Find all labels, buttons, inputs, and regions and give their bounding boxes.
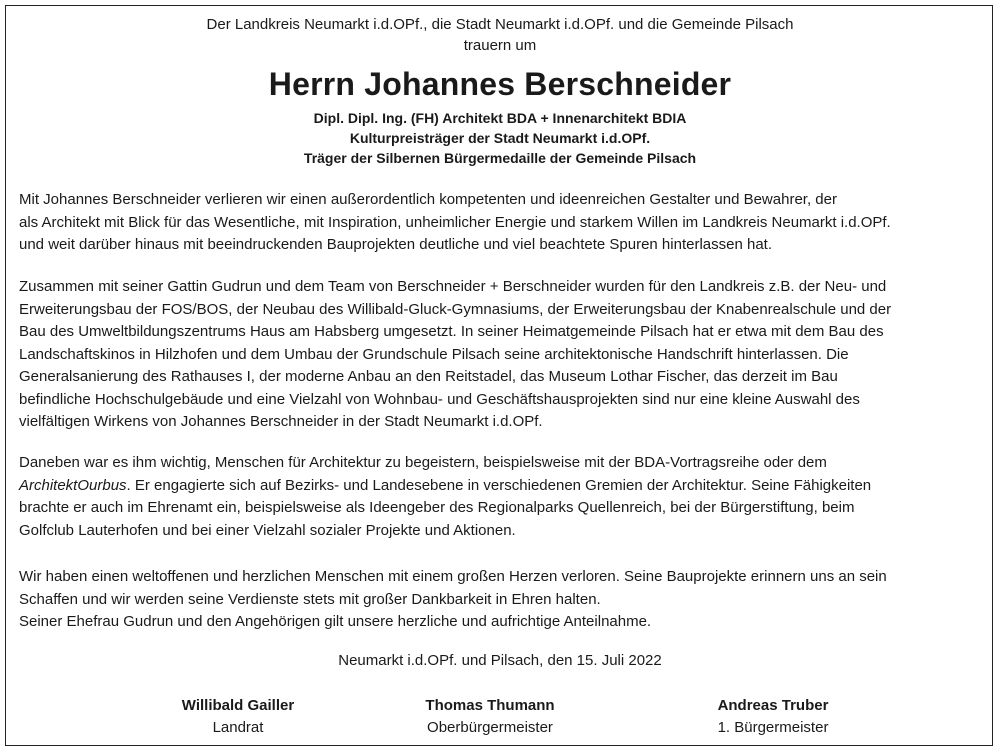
intro-mourn-line: trauern um: [463, 37, 537, 54]
text-line: als Architekt mit Blick für das Wesentliche, mit Inspiration, unheimlicher Energie und starkem Willen im Landkreis Neumarkt i.d.OPf.: [19, 213, 891, 231]
text-line: Schaffen und wir werden seine Verdienste stets mit großer Dankbarkeit in Ehren halten.: [19, 590, 601, 608]
text-line: befindliche Hochschulgebäude und eine Vielzahl von Wohnbau- und Geschäftshausprojekten sind nur eine kleine Auswahl des: [19, 390, 860, 408]
text-line: und weit darüber hinaus mit beeindruckenden Bauprojekten deutliche und viel beachtete Spuren hinterlassen hat.: [19, 236, 773, 253]
signatory-role: 1. Bürgermeister: [717, 719, 829, 736]
text-line: Erweiterungsbau der FOS/BOS, der Neubau des Willibald-Gluck-Gymnasiums, der Erweiterungsbau der Knabenrealschule und der: [19, 300, 892, 318]
text-fragment: . Er engagierte sich auf Bezirks- und Landesebene in verschiedenen Gremien der Architektur. Seine Fähigkeiten: [126, 476, 872, 494]
signatory: [653, 695, 893, 739]
place-date: Neumarkt i.d.OPf. und Pilsach, den 15. Juli 2022: [338, 652, 662, 669]
signatory: [370, 695, 610, 739]
text-line: Mit Johannes Berschneider verlieren wir einen außerordentlich kompetenten und ideenreichen Gestalter und Bewahrer, der: [19, 191, 837, 208]
title-line: Dipl. Dipl. Ing. (FH) Architekt BDA + Innenarchitekt BDIA: [313, 110, 687, 126]
text-line: Seiner Ehefrau Gudrun und den Angehörigen gilt unsere herzliche und aufrichtige Anteilnahme.: [19, 613, 652, 630]
paragraph-tribute: [19, 189, 987, 257]
text-line: Wir haben einen weltoffenen und herzlichen Menschen mit einem großen Herzen verloren. Seine Bauprojekte erinnern uns an sein: [19, 568, 887, 585]
paragraph-engagement: [19, 452, 987, 542]
text-line: Golfclub Lauterhofen und bei einer Vielzahl sozialer Projekte und Aktionen.: [19, 521, 516, 539]
text-line: Generalsanierung des Rathauses I, der moderne Anbau an den Reitstadel, das Museum Lothar Fischer, das derzeit im Bau: [19, 368, 838, 385]
signatory: [118, 695, 358, 739]
text-line: vielfältigen Wirkens von Johannes Berschneider in der Stadt Neumarkt i.d.OPf.: [19, 413, 543, 430]
signatory-role: Oberbürgermeister: [427, 719, 553, 736]
text-line: brachte er auch im Ehrenamt ein, beispielsweise als Ideengeber des Regionalparks Quellenreich, bei der Bürgerstiftung, beim: [19, 499, 855, 516]
text-line: Daneben war es ihm wichtig, Menschen für Architektur zu begeistern, beispielsweise mit der BDA-Vortragsreihe oder dem: [19, 454, 827, 471]
title-line: Träger der Silbernen Bürgermedaille der Gemeinde Pilsach: [303, 150, 697, 166]
paragraph-condolence: [19, 566, 987, 634]
signatory-name: Willibald Gailler: [181, 697, 295, 714]
text-line: Landschaftskinos in Hilzhofen und dem Umbau der Grundschule Pilsach seine architektonische Handschrift hinterlassen. Die: [19, 345, 849, 363]
intro-line: Der Landkreis Neumarkt i.d.OPf., die Stadt Neumarkt i.d.OPf. und die Gemeinde Pilsach: [206, 16, 794, 33]
title-line: Kulturpreisträger der Stadt Neumarkt i.d.OPf.: [349, 130, 651, 146]
signatory-name: Thomas Thumann: [425, 697, 555, 714]
deceased-name: Herrn Johannes Berschneider: [268, 66, 732, 102]
signatory-name: Andreas Truber: [717, 697, 829, 714]
signatory-role: Landrat: [212, 719, 264, 736]
text-line: Bau des Umweltbildungszentrums Haus am Habsberg umgesetzt. In seiner Heimatgemeinde Pilsach hat er etwa mit dem Bau des: [19, 323, 884, 340]
text-line: [19, 475, 987, 498]
architektourbus-italic: ArchitektOurbus: [19, 476, 127, 494]
paragraph-projects: [19, 276, 987, 434]
text-line: Zusammen mit seiner Gattin Gudrun und dem Team von Berschneider + Berschneider wurden für den Landkreis z.B. der Neu- und: [19, 278, 887, 295]
